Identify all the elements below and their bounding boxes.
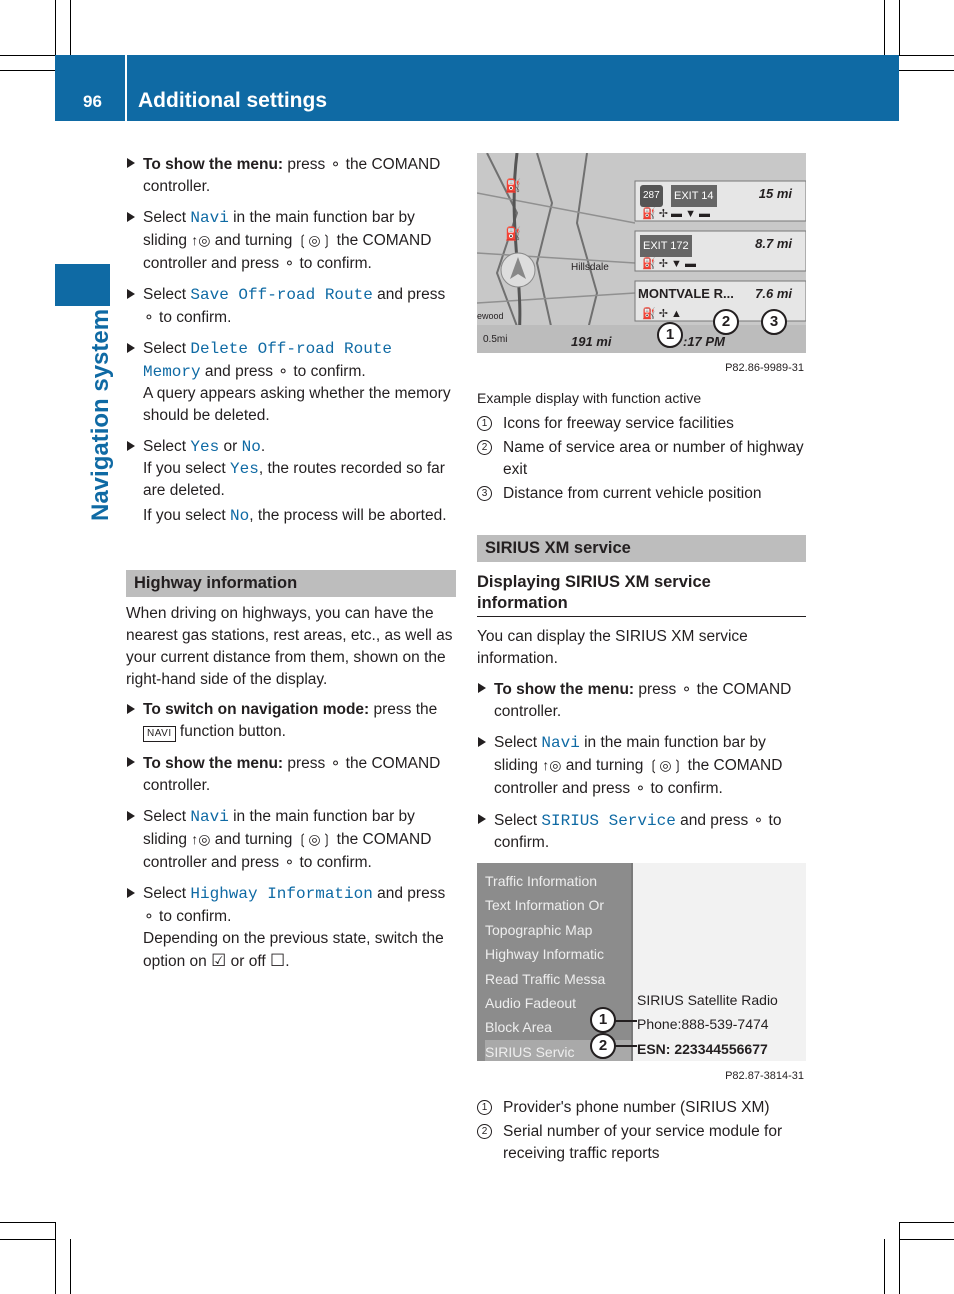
step-bold: To show the menu: — [494, 681, 635, 698]
menu-term: Highway Information — [190, 885, 373, 903]
gas-station-icon: ⛽ — [505, 178, 522, 193]
press-icon: ⚬ — [143, 908, 155, 924]
legend-text: Name of service area or number of highway exit — [503, 439, 804, 478]
step-text: Select — [494, 734, 542, 751]
checkbox-empty-icon: ☐ — [270, 951, 286, 970]
crop-mark — [70, 0, 71, 55]
legend-number: 3 — [477, 486, 492, 501]
callout-line — [615, 1045, 637, 1047]
legend-text: Provider's phone number (SIRIUS XM) — [503, 1099, 770, 1116]
step-bold: To switch on navigation mode: — [143, 701, 370, 718]
info-line: SIRIUS Satellite Radio — [637, 992, 778, 1008]
press-icon: ⚬ — [277, 363, 290, 379]
callout-2: 2 — [590, 1033, 616, 1059]
slide-icon: ↑◎ — [542, 757, 562, 773]
crop-mark — [884, 1239, 885, 1294]
menu-term: Navi — [541, 734, 580, 752]
step-text: Select — [143, 808, 191, 825]
step-text: the COMAND controller. — [494, 681, 792, 720]
legend-item — [477, 413, 806, 435]
crop-mark — [70, 1239, 71, 1294]
checkbox-checked-icon: ☑ — [211, 951, 227, 970]
step-text: press the — [369, 701, 438, 718]
info-line: Phone:888-539-7474 — [637, 1016, 769, 1032]
page-number: 96 — [83, 92, 102, 111]
callout-1: 1 — [657, 322, 683, 348]
menu-item: Read Traffic Messa — [485, 970, 606, 987]
legend-text: Icons for freeway service facilities — [503, 415, 734, 432]
step-text: If you select — [143, 507, 231, 524]
step — [477, 678, 806, 723]
press-icon: ⚬ — [283, 255, 296, 271]
press-icon: ⚬ — [752, 812, 765, 828]
step-text: press — [283, 755, 330, 772]
callout-line — [615, 1020, 637, 1022]
press-icon: ⚬ — [283, 854, 296, 870]
menu-item: Traffic Information — [485, 873, 598, 889]
step-text: the COMAND controller. — [143, 755, 441, 794]
menu-item: Highway Informatic — [485, 946, 605, 963]
step — [126, 752, 456, 797]
step-text: to confirm. — [295, 255, 372, 272]
step-text: Select — [143, 438, 191, 455]
menu-term: Navi — [190, 209, 229, 227]
crop-mark — [0, 1239, 55, 1240]
exit-distance: 15 mi — [758, 186, 792, 201]
step-text: press — [634, 681, 681, 698]
crop-mark — [899, 1222, 954, 1223]
crop-mark — [884, 0, 885, 55]
step-text: press — [283, 156, 330, 173]
sub-heading: Displaying SIRIUS XM service information — [477, 572, 806, 617]
menu-item: Text Information Or — [485, 897, 605, 914]
exit-distance: 7.6 mi — [755, 286, 792, 301]
figure-ref: P82.87-3814-31 — [725, 1070, 804, 1082]
menu-item: Topographic Map — [485, 921, 593, 938]
step-text: and press — [200, 363, 278, 380]
step-text: or off — [226, 953, 270, 970]
legend-text: Distance from current vehicle position — [503, 485, 762, 502]
facility-icons: ⛽ ✢ ▼ ▬ — [642, 258, 696, 270]
left-column — [126, 153, 456, 982]
map-scale: 0.5mi — [483, 334, 508, 345]
step-text: Select — [494, 812, 542, 829]
map-label: Hillsdale — [571, 262, 609, 273]
crop-mark — [899, 55, 954, 56]
press-icon: ⚬ — [143, 309, 155, 325]
menu-term: Delete Off-road Route Memory — [143, 340, 393, 381]
step-text: to confirm. — [295, 854, 372, 871]
legend-number: 1 — [477, 416, 492, 431]
odometer: 191 mi — [571, 334, 612, 349]
menu-term: SIRIUS Service — [541, 812, 676, 830]
step-text: in the main function bar by sliding — [143, 209, 415, 249]
crop-mark — [0, 55, 55, 56]
step-text: the COMAND controller and press — [143, 831, 432, 871]
navi-button-icon: NAVI — [143, 726, 176, 742]
step-text: to confirm. — [646, 780, 723, 797]
sirius-menu-list — [485, 869, 631, 1061]
body-paragraph: You can display the SIRIUS XM service information. — [477, 628, 748, 667]
legend-item — [477, 483, 806, 505]
figure-ref: P82.86-9989-31 — [725, 362, 804, 374]
step-text: , the routes recorded so far are deleted. — [143, 460, 445, 499]
crop-mark — [0, 70, 55, 71]
slide-icon: ↑◎ — [191, 831, 211, 847]
step-bold: To show the menu: — [143, 755, 284, 772]
callout-1: 1 — [590, 1007, 616, 1033]
step — [126, 699, 456, 743]
step-text: and press — [675, 812, 753, 829]
step-text: and press — [372, 286, 446, 303]
press-icon: ⚬ — [634, 780, 647, 796]
arrival-time: :17 PM — [683, 334, 725, 349]
step-text: function button. — [175, 723, 286, 740]
exit-name: EXIT 14 — [671, 185, 717, 207]
menu-item: Block Area — [485, 1019, 552, 1036]
step-text: and turning — [561, 757, 648, 774]
menu-term: Navi — [190, 808, 229, 826]
exit-name: MONTVALE R... — [638, 286, 734, 301]
step-note — [143, 505, 456, 527]
info-line: ESN: 223344556677 — [637, 1041, 768, 1057]
facility-icons: ⛽ ✢ ▬ ▼ ▬ — [642, 208, 711, 220]
step — [126, 436, 456, 527]
step-text: . — [260, 438, 266, 455]
legend-number: 1 — [477, 1100, 492, 1115]
turn-icon: ❲◎❳ — [296, 831, 333, 847]
step-bold: To show the menu: — [143, 156, 284, 173]
step-text: Select — [143, 209, 191, 226]
step-text: in the main function bar by sliding — [494, 734, 766, 774]
sirius-display-figure — [477, 863, 806, 1061]
step-text: the COMAND controller. — [143, 156, 441, 195]
menu-term: Yes — [190, 438, 220, 456]
step — [126, 883, 456, 973]
step-text: Select — [143, 885, 191, 902]
highway-display-figure — [477, 153, 806, 353]
step-text: the COMAND controller and press — [494, 757, 783, 797]
step-note: A query appears asking whether the memory should be deleted. — [143, 385, 451, 424]
gas-station-icon: ⛽ — [505, 226, 522, 241]
body-paragraph: When driving on highways, you can have the nearest gas stations, rest areas, etc., as well as your current distance from them, shown on the right-hand side of the display. — [126, 605, 453, 688]
press-icon: ⚬ — [680, 681, 693, 697]
step-text: Select — [143, 340, 191, 357]
menu-term: Save Off-road Route — [190, 286, 373, 304]
callout-2: 2 — [713, 309, 739, 335]
header-divider — [125, 55, 127, 121]
step-text: and press — [372, 885, 446, 902]
step-text: to confirm. — [494, 812, 782, 851]
menu-term: Yes — [230, 460, 259, 478]
step-text: Select — [143, 286, 191, 303]
legend-item — [477, 437, 806, 481]
step-text: to confirm. — [289, 363, 366, 380]
step-text: , the process will be aborted. — [249, 507, 447, 524]
crop-mark — [0, 1222, 55, 1223]
step-text: If you select — [143, 460, 231, 477]
menu-term: No — [241, 438, 261, 456]
crop-mark — [899, 0, 900, 55]
right-column — [477, 153, 806, 1167]
side-label: Navigation system — [87, 308, 114, 521]
turn-icon: ❲◎❳ — [296, 232, 333, 248]
crop-mark — [55, 1222, 56, 1294]
step — [126, 338, 456, 427]
step-text: in the main function bar by sliding — [143, 808, 415, 848]
facility-icons: ⛽ ✢ ▲ — [642, 308, 682, 320]
highway-shield: 287 — [640, 185, 663, 207]
menu-term: No — [230, 507, 250, 525]
step — [126, 284, 456, 329]
step-text: . — [285, 953, 290, 970]
side-tab — [55, 264, 110, 306]
press-icon: ⚬ — [329, 156, 342, 172]
press-icon: ⚬ — [329, 755, 342, 771]
slide-icon: ↑◎ — [191, 232, 211, 248]
legend-text: Serial number of your service module for receiving traffic reports — [503, 1123, 783, 1162]
legend-number: 2 — [477, 440, 492, 455]
step-text: to confirm. — [154, 908, 232, 925]
menu-item: Audio Fadeout — [485, 995, 577, 1012]
step — [477, 809, 806, 854]
section-heading: SIRIUS XM service — [477, 535, 806, 562]
step-text: Depending on the previous state, switch the option on — [143, 930, 444, 970]
crop-mark — [899, 70, 954, 71]
step-text: the COMAND controller and press — [143, 232, 432, 272]
step-text: and turning — [210, 232, 297, 249]
step-text: and turning — [210, 831, 297, 848]
step-text: or — [219, 438, 242, 455]
crop-mark — [899, 1222, 900, 1294]
step — [126, 806, 456, 874]
section-heading: Highway information — [126, 570, 456, 597]
step — [126, 207, 456, 275]
exit-name: EXIT 172 — [640, 235, 692, 257]
menu-item-selected: SIRIUS Servic — [485, 1040, 631, 1061]
step — [477, 732, 806, 800]
step-text: to confirm. — [154, 309, 232, 326]
map-label: ewood — [477, 311, 504, 321]
crop-mark — [55, 0, 56, 55]
legend-number: 2 — [477, 1124, 492, 1139]
page-title: Additional settings — [138, 89, 327, 112]
legend-item — [477, 1121, 806, 1165]
turn-icon: ❲◎❳ — [647, 757, 684, 773]
step-note — [143, 928, 456, 973]
exit-distance: 8.7 mi — [755, 236, 792, 251]
step — [126, 153, 456, 198]
crop-mark — [899, 1239, 954, 1240]
legend-item — [477, 1097, 806, 1119]
step-note — [143, 458, 456, 502]
callout-3: 3 — [761, 309, 787, 335]
figure-caption: Example display with function active — [477, 390, 702, 406]
